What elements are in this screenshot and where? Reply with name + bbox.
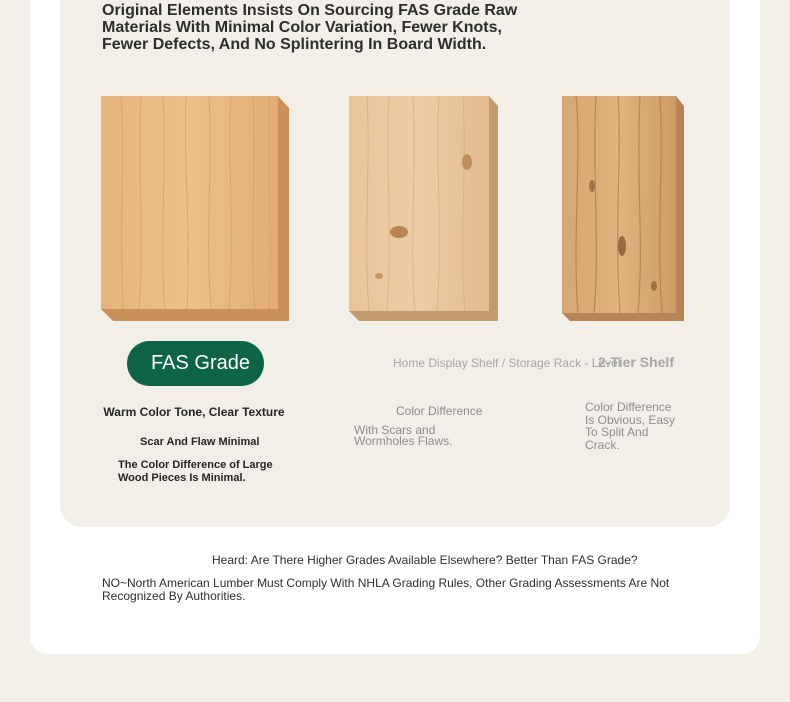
fas-grade-board-image [101,96,289,321]
lower-grade-board-image [562,96,684,321]
fas-feature-color-difference: The Color Difference of Large Wood Pieces Is Minimal. [118,459,273,484]
right-feature-color-difference: Color Difference Is Obvious, Easy To Split And Crack. [585,400,676,452]
middle-feature-scars: With Scars and Wormholes Flaws. [354,423,453,448]
fas-feature-flaws: Scar And Flaw Minimal [140,436,260,448]
fas-grade-badge: FAS Grade [127,341,264,386]
middle-grade-board-image [349,96,498,321]
middle-overlay-text: Home Display Shelf / Storage Rack - Level [393,356,621,370]
footer-question: Heard: Are There Higher Grades Available Elsewhere? Better Than FAS Grade? [212,553,638,567]
right-title: 2-Tier Shelf [598,354,674,370]
middle-feature-color-difference: Color Difference [396,404,483,418]
footer-answer: NO~North American Lumber Must Comply With NHLA Grading Rules, Other Grading Assessments Are Not Recognized By Authorities. [102,576,670,603]
fas-feature-texture: Warm Color Tone, Clear Texture [103,405,285,419]
intro-text: Original Elements Insists On Sourcing FAS Grade Raw Materials With Minimal Color Variation, Fewer Knots, Fewer Defects, And No Splintering In Board Width. [102,2,518,53]
